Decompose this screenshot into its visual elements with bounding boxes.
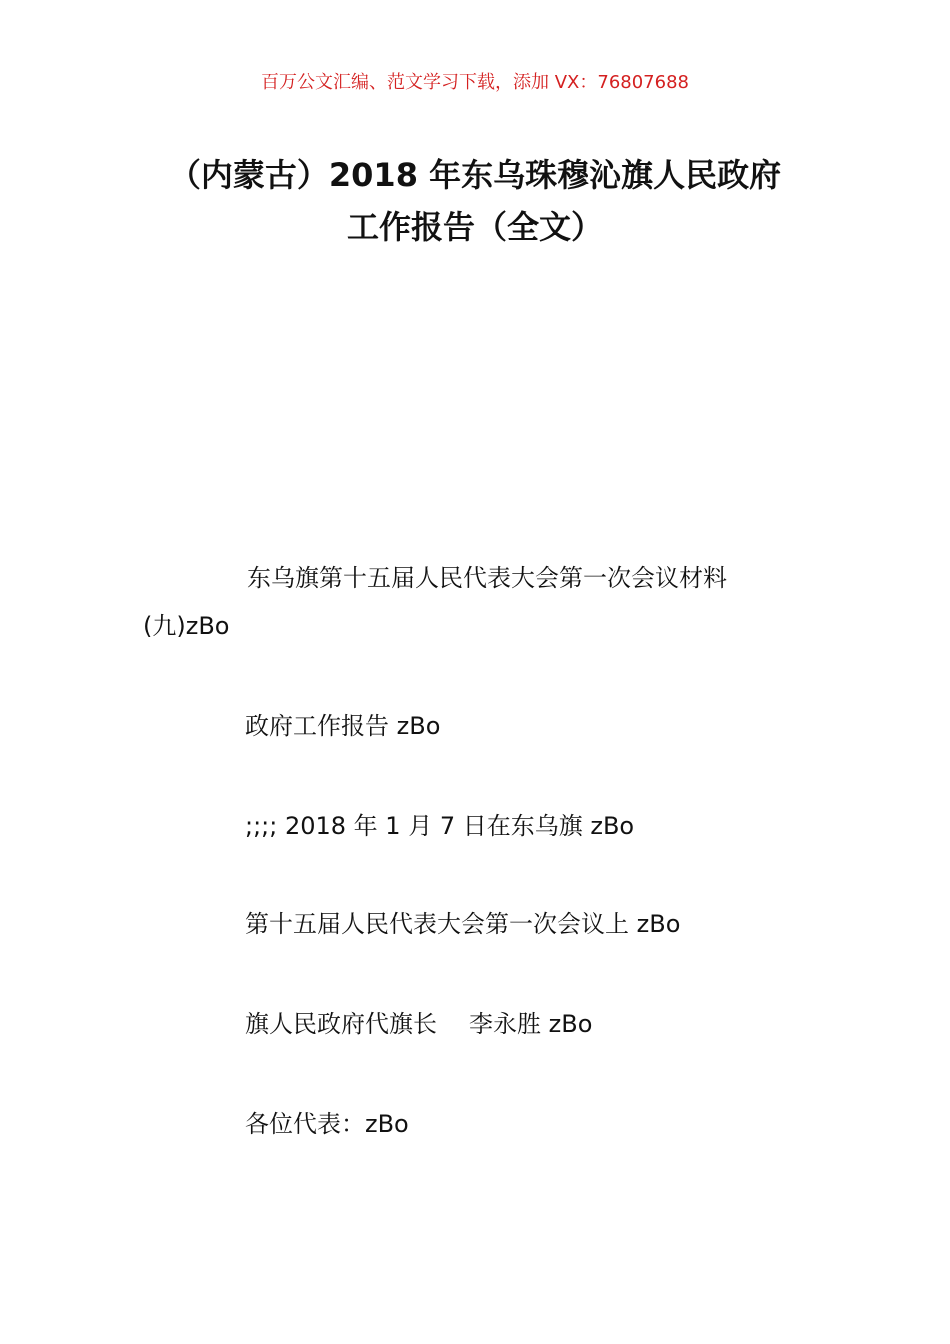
paragraph-date-place: ;;;; 2018 年 1 月 7 日在东乌旗 zBo: [245, 812, 635, 840]
speaker-name: 李永胜 zBo: [469, 1010, 593, 1038]
paragraph-report-name: 政府工作报告 zBo: [245, 712, 441, 740]
paragraph-speaker: [245, 1004, 592, 1039]
document-title-line-2: 工作报告（全文）: [346, 208, 603, 246]
speaker-role: 旗人民政府代旗长: [245, 1010, 437, 1038]
paragraph-salutation: 各位代表：zBo: [245, 1110, 409, 1138]
paragraph-meeting-material-line-2: (九)zBo: [143, 612, 230, 640]
paragraph-congress-session: 第十五届人民代表大会第一次会议上 zBo: [245, 910, 681, 938]
document-title-line-1: （内蒙古）2018 年东乌珠穆沁旗人民政府: [168, 156, 782, 194]
paragraph-meeting-material-line-1: 东乌旗第十五届人民代表大会第一次会议材料: [247, 564, 727, 592]
header-watermark-note: 百万公文汇编、范文学习下载，添加 VX：76807688: [261, 72, 689, 93]
